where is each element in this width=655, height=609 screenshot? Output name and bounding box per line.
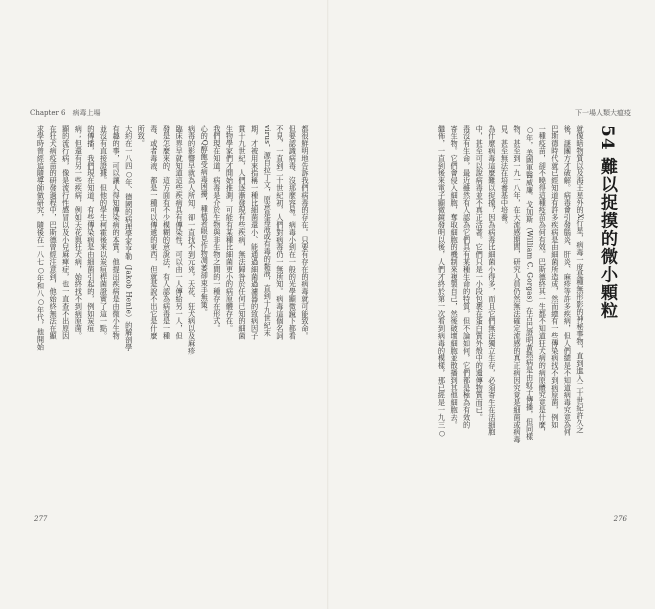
text-column: 貫十九世紀，人們逐漸發現有些疾病，無法歸咎於任何已知的細菌 [238, 125, 248, 340]
text-column: 一種疫苗，卻不曉得這種疫苗為何有效。巴斯德終其一生都不知道狂犬病的病原體究竟是什麼， [538, 125, 548, 436]
chapter-title-text: 難以捉摸的微小顆粒 [597, 157, 617, 320]
text-column: 但要認識病毒、沒那麼容易。病毒小到在一般的光學顯微鏡下都看 [288, 125, 298, 340]
right-page-number: 276 [613, 515, 627, 523]
text-column: 顯的流行病，像是流行性感冒以及小兒麻痺症，也一直查不出原因 [61, 125, 71, 340]
text-column: 繼佈，一直到後來電子顯微鏡發明以後，人們才終於第一次看到病毒的模樣，那已經是一九三○ [437, 125, 447, 438]
text-column: virus，源自拉丁文，原意是毒液或有毒的黏液，直到十九世紀末 [263, 125, 273, 337]
text-column: 心的Q醇飽受病毒困擾，種植者眼見作物凋萎卻束手無策。 [200, 125, 210, 317]
text-column: 巴斯德時代就已經知道有許多疾病是由細菌所造成，然而總有一些傳染病找不到病原菌，例如 [550, 125, 560, 429]
text-column: 毒沒有生命，最近雖然有人認為它們具有某種生命的特質，但不論如何，它們都是極為有效的 [462, 125, 472, 429]
text-column: 的傳播，我們現在知道，有些傳染病是由細菌引起的，例如炭疽 [86, 125, 96, 333]
text-column: 發是怎麼來的、這方面有不少模糊的意說法，有人認為病毒是一種 [162, 125, 172, 340]
text-column: 病；但還有另一些疾病，例如天花與狂犬病，始終找不到病原菌。 [74, 125, 84, 340]
text-column: 中，甚至可以說病毒並不真正活著。它們只是一小段包裹在蛋白質外殼中的遺傳物質而已。 [475, 125, 485, 421]
text-column: 生物學家們才開始推測，可能有某種比細菌更小的病原體存在。 [225, 125, 235, 333]
text-column: 不見，一直到二十世紀初，人們對病毒仍一無所知。病毒這個名詞 [275, 125, 285, 340]
text-column: 後，謎團方才破解。病毒會引發腦炎、肝炎、麻疹等許多疾病，但人們總是不知道病毒究竟為何 [563, 125, 573, 436]
text-column: 寄生物。它們會侵入細胞，奪取細胞的機制來複製自己，然後破壞細胞並散播到其他細胞去。 [450, 125, 460, 429]
text-column: 所致。 [137, 125, 147, 148]
right-page [333, 0, 653, 609]
left-running-head: Chapter 6 病毒上場 [30, 109, 101, 117]
left-text-columns [30, 125, 310, 515]
right-running-head: 下一場人類大瘟疫 [575, 109, 631, 117]
left-page [8, 0, 328, 609]
text-column: 見、甚至無法在培養基中培養。 [500, 125, 510, 229]
text-column: 臨床界早就知道這些疾病具有傳染性，可以由一人傳給另一人，但 [175, 125, 185, 340]
text-column: 求學時曾經追隨導師做研究，隨後在一八七○年和八○年代，他開始 [36, 125, 46, 351]
text-column: 物，甚至到一九一八年，在大流感期間，研究人員仍然無法確定流感的真正病因究竟是細菌或病毒 [513, 125, 523, 444]
text-column: 毒、或者毒液、都是一種可以傳遞的東西，但就是說不出它是什麼 [149, 125, 159, 340]
text-column: 為什麼病毒這麼難以捉摸？因為病毒比細菌小得多，而且它們無法獨立生存，必須寄生在活細胞 [487, 125, 497, 436]
text-column: ○年，美國軍醫威廉．戈加斯（William C. Gorgas）在古巴證明黃熱病是由蚊子傳播，但同樣 [525, 125, 535, 441]
text-column: 都很鮮明地告訴我們病毒的存在。只要有存在的病毒就可能致命。 [301, 125, 310, 340]
text-column: 病毒的影響早就為人所知，卻一直找不到元兇，天花、狂犬病以及麻疹 [187, 125, 197, 355]
text-column: 在狂犬病疫苗的研發過程中，巴斯德曾經注意到，他始終無法在顯 [49, 125, 59, 340]
right-text-columns [355, 125, 585, 515]
text-column: 我們現在知道，病毒是介於生物與非生物之間的一種存在形式。 [212, 125, 222, 333]
text-column: 並沒有直接證據。但他的學生柯霍後來以炭疽桿菌證實了這一點。 [99, 125, 109, 340]
text-column: 就像暗物質以及海王星外的X行星，病毒一度是種無形影的神秘事物，直到進入二十世紀許久之 [576, 125, 585, 434]
text-column: 期，才被用來指稱一種比細菌還小、能通過細菌過濾器的致病因子 [250, 125, 260, 340]
book-gutter [327, 0, 329, 609]
left-page-number: 277 [34, 515, 48, 523]
text-column: 有趣的事，可以讓人得知傳染病的本質。他提出疾病是由微小生物 [112, 125, 122, 340]
chapter-title [595, 125, 620, 320]
chapter-title-number: 54 [597, 125, 617, 151]
text-column: 大約在一八四○年、德國的病理學家亨勒（Jakob Henle）的解剖學 [124, 125, 134, 352]
